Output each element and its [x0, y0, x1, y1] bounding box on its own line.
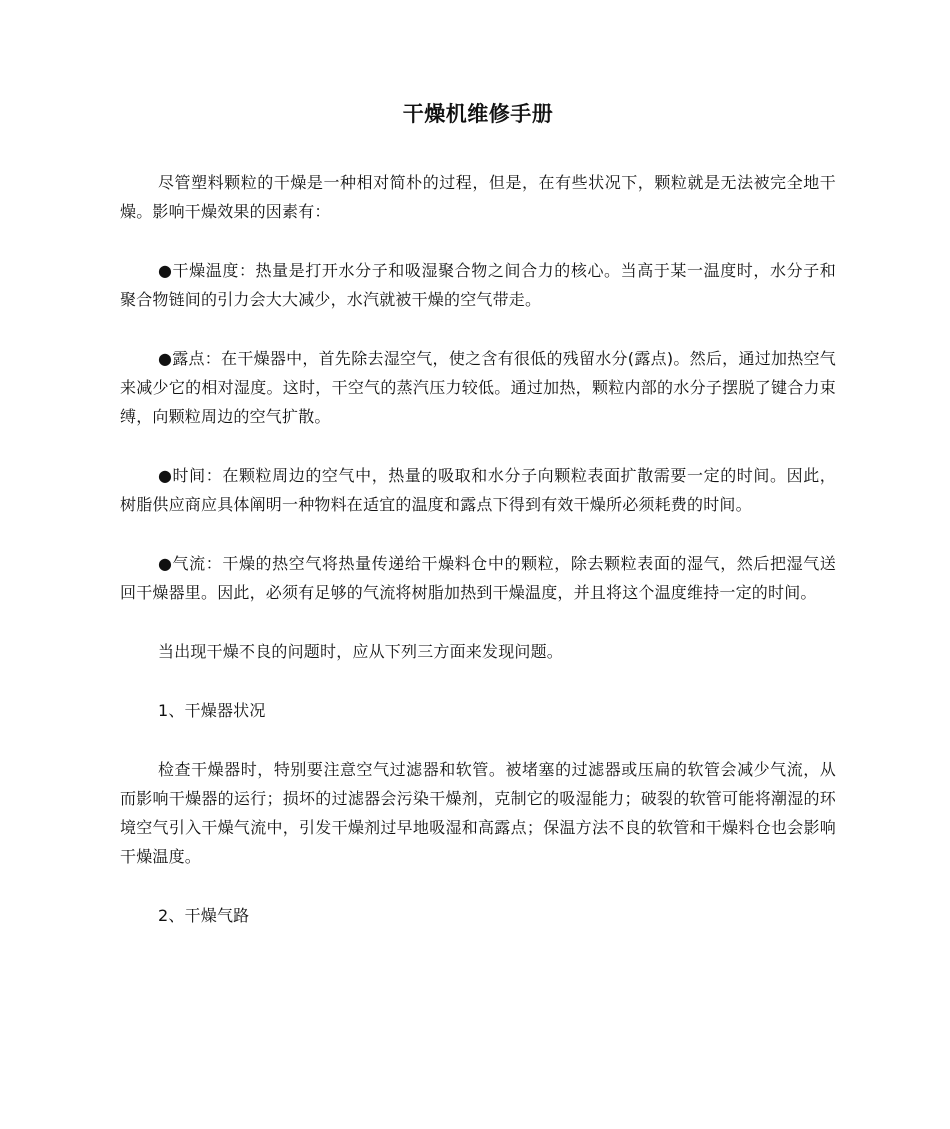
airflow-paragraph: ●气流：干燥的热空气将热量传递给干燥料仓中的颗粒，除去颗粒表面的湿气，然后把湿气送回干燥器里。因此，必须有足够的气流将树脂加热到干燥温度，并且将这个温度维持一定的时间。	[120, 554, 836, 602]
section-heading-dryer-condition: 1、干燥器状况	[158, 701, 266, 720]
section-heading-drying-air-path: 2、干燥气路	[158, 906, 250, 925]
drying-time-paragraph: ●时间：在颗粒周边的空气中，热量的吸取和水分子向颗粒表面扩散需要一定的时间。因此，树脂供应商应具体阐明一种物料在适宜的温度和露点下得到有效干燥所必须耗费的时间。	[120, 466, 836, 514]
dew-point-paragraph: ●露点：在干燥器中，首先除去湿空气，使之含有很低的残留水分(露点)。然后，通过加热空气来减少它的相对湿度。这时，干空气的蒸汽压力较低。通过加热，颗粒内部的水分子摆脱了键合力束缚，向颗粒周边的空气扩散。	[120, 349, 836, 426]
document-title: 干燥机维修手册	[402, 102, 554, 126]
drying-temperature-paragraph: ●干燥温度：热量是打开水分子和吸湿聚合物之间合力的核心。当高于某一温度时，水分子和聚合物链间的引力会大大减少，水汽就被干燥的空气带走。	[120, 261, 836, 309]
intro-paragraph: 尽管塑料颗粒的干燥是一种相对简朴的过程，但是，在有些状况下，颗粒就是无法被完全地干燥。影响干燥效果的因素有：	[120, 173, 836, 221]
dryer-inspection-paragraph: 检查干燥器时，特别要注意空气过滤器和软管。被堵塞的过滤器或压扁的软管会减少气流，从而影响干燥器的运行；损坏的过滤器会污染干燥剂，克制它的吸湿能力；破裂的软管可能将潮湿的环境空气引入干燥气流中，引发干燥剂过早地吸湿和高露点；保温方法不良的软管和干燥料仓也会影响干燥温度。	[120, 760, 836, 866]
troubleshooting-intro-paragraph: 当出现干燥不良的问题时，应从下列三方面来发现问题。	[158, 642, 564, 661]
document-page	[120, 96, 836, 960]
